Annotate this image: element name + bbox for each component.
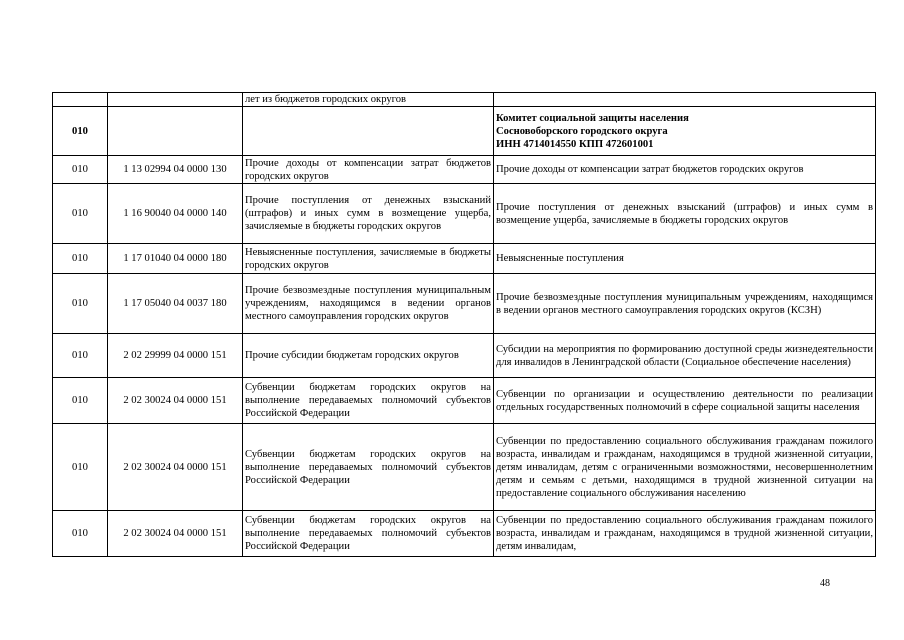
cell-revenue-code: 2 02 30024 04 0000 151 <box>108 424 243 511</box>
committee-inn-kpp: ИНН 4714014550 КПП 472601001 <box>496 138 654 150</box>
table-row <box>53 244 876 274</box>
cell-revenue-name: Прочие безвозмездные поступления муниципальным учреждениям, находящимся в ведении органов местного самоуправления городских округов <box>243 274 494 334</box>
cell-description: Субсидии на мероприятия по формированию доступной среды жизнедеятельности для инвалидов в Ленинградской области (Социальное обеспечение населения) <box>494 334 876 378</box>
table-row <box>53 274 876 334</box>
cell-admin-code: 010 <box>53 184 108 244</box>
cell-description: Прочие поступления от денежных взысканий (штрафов) и иных сумм в возмещение ущерба, зачисляемые в бюджеты городских округов <box>494 184 876 244</box>
cell-revenue-name: лет из бюджетов городских округов <box>243 93 494 107</box>
cell-admin-code: 010 <box>53 334 108 378</box>
cell-revenue-name: Субвенции бюджетам городских округов на выполнение передаваемых полномочий субъектов Российской Федерации <box>243 378 494 424</box>
cell-admin-code <box>53 93 108 107</box>
cell-admin-code: 010 <box>53 156 108 184</box>
cell-revenue-code: 1 17 05040 04 0037 180 <box>108 274 243 334</box>
cell-admin-code: 010 <box>53 107 108 156</box>
cell-revenue-name: Субвенции бюджетам городских округов на выполнение передаваемых полномочий субъектов Российской Федерации <box>243 424 494 511</box>
committee-header-cell <box>494 107 876 156</box>
table-row <box>53 184 876 244</box>
table-row <box>53 378 876 424</box>
cell-revenue-name: Прочие доходы от компенсации затрат бюджетов городских округов <box>243 156 494 184</box>
committee-name: Комитет социальной защиты населения <box>496 112 689 124</box>
page-number: 48 <box>820 578 830 589</box>
cell-description <box>494 93 876 107</box>
cell-revenue-name: Прочие поступления от денежных взысканий (штрафов) и иных сумм в возмещение ущерба, зачисляемые в бюджеты городских округов <box>243 184 494 244</box>
cell-revenue-name: Невыясненные поступления, зачисляемые в бюджеты городских округов <box>243 244 494 274</box>
table-row <box>53 93 876 107</box>
cell-revenue-name <box>243 107 494 156</box>
cell-description: Прочие безвозмездные поступления муниципальным учреждениям, находящимся в ведении органов местного самоуправления городских округов (КСЗН) <box>494 274 876 334</box>
revenue-codes-table <box>52 92 876 557</box>
cell-revenue-code: 2 02 30024 04 0000 151 <box>108 511 243 557</box>
table-row <box>53 156 876 184</box>
table-row <box>53 511 876 557</box>
cell-description: Невыясненные поступления <box>494 244 876 274</box>
cell-revenue-code: 1 16 90040 04 0000 140 <box>108 184 243 244</box>
cell-admin-code: 010 <box>53 424 108 511</box>
cell-revenue-code <box>108 93 243 107</box>
cell-admin-code: 010 <box>53 244 108 274</box>
cell-revenue-code: 2 02 29999 04 0000 151 <box>108 334 243 378</box>
cell-admin-code: 010 <box>53 378 108 424</box>
table-row <box>53 107 876 156</box>
cell-description: Субвенции по предоставлению социального обслуживания гражданам пожилого возраста, инвалидам и гражданам, находящимся в трудной жизненной ситуации, детям инвалидам, <box>494 511 876 557</box>
cell-revenue-name: Субвенции бюджетам городских округов на выполнение передаваемых полномочий субъектов Российской Федерации <box>243 511 494 557</box>
cell-admin-code: 010 <box>53 511 108 557</box>
cell-revenue-code: 1 17 01040 04 0000 180 <box>108 244 243 274</box>
cell-description: Прочие доходы от компенсации затрат бюджетов городских округов <box>494 156 876 184</box>
committee-district: Сосновоборского городского округа <box>496 125 668 137</box>
cell-description: Субвенции по предоставлению социального обслуживания гражданам пожилого возраста, инвалидам и гражданам, находящимся в трудной жизненной ситуации, детям инвалидам, детям с ограниченными возможностями, несовершеннолетним детям и семьям с детьми, находящимся в трудной жизненной ситуации на предоставление социального обслуживания населению <box>494 424 876 511</box>
cell-revenue-code: 1 13 02994 04 0000 130 <box>108 156 243 184</box>
cell-revenue-name: Прочие субсидии бюджетам городских округов <box>243 334 494 378</box>
cell-admin-code: 010 <box>53 274 108 334</box>
cell-revenue-code: 2 02 30024 04 0000 151 <box>108 378 243 424</box>
cell-revenue-code <box>108 107 243 156</box>
table-row <box>53 424 876 511</box>
cell-description: Субвенции по организации и осуществлению деятельности по реализации отдельных государственных полномочий в сфере социальной защиты населения <box>494 378 876 424</box>
table-row <box>53 334 876 378</box>
